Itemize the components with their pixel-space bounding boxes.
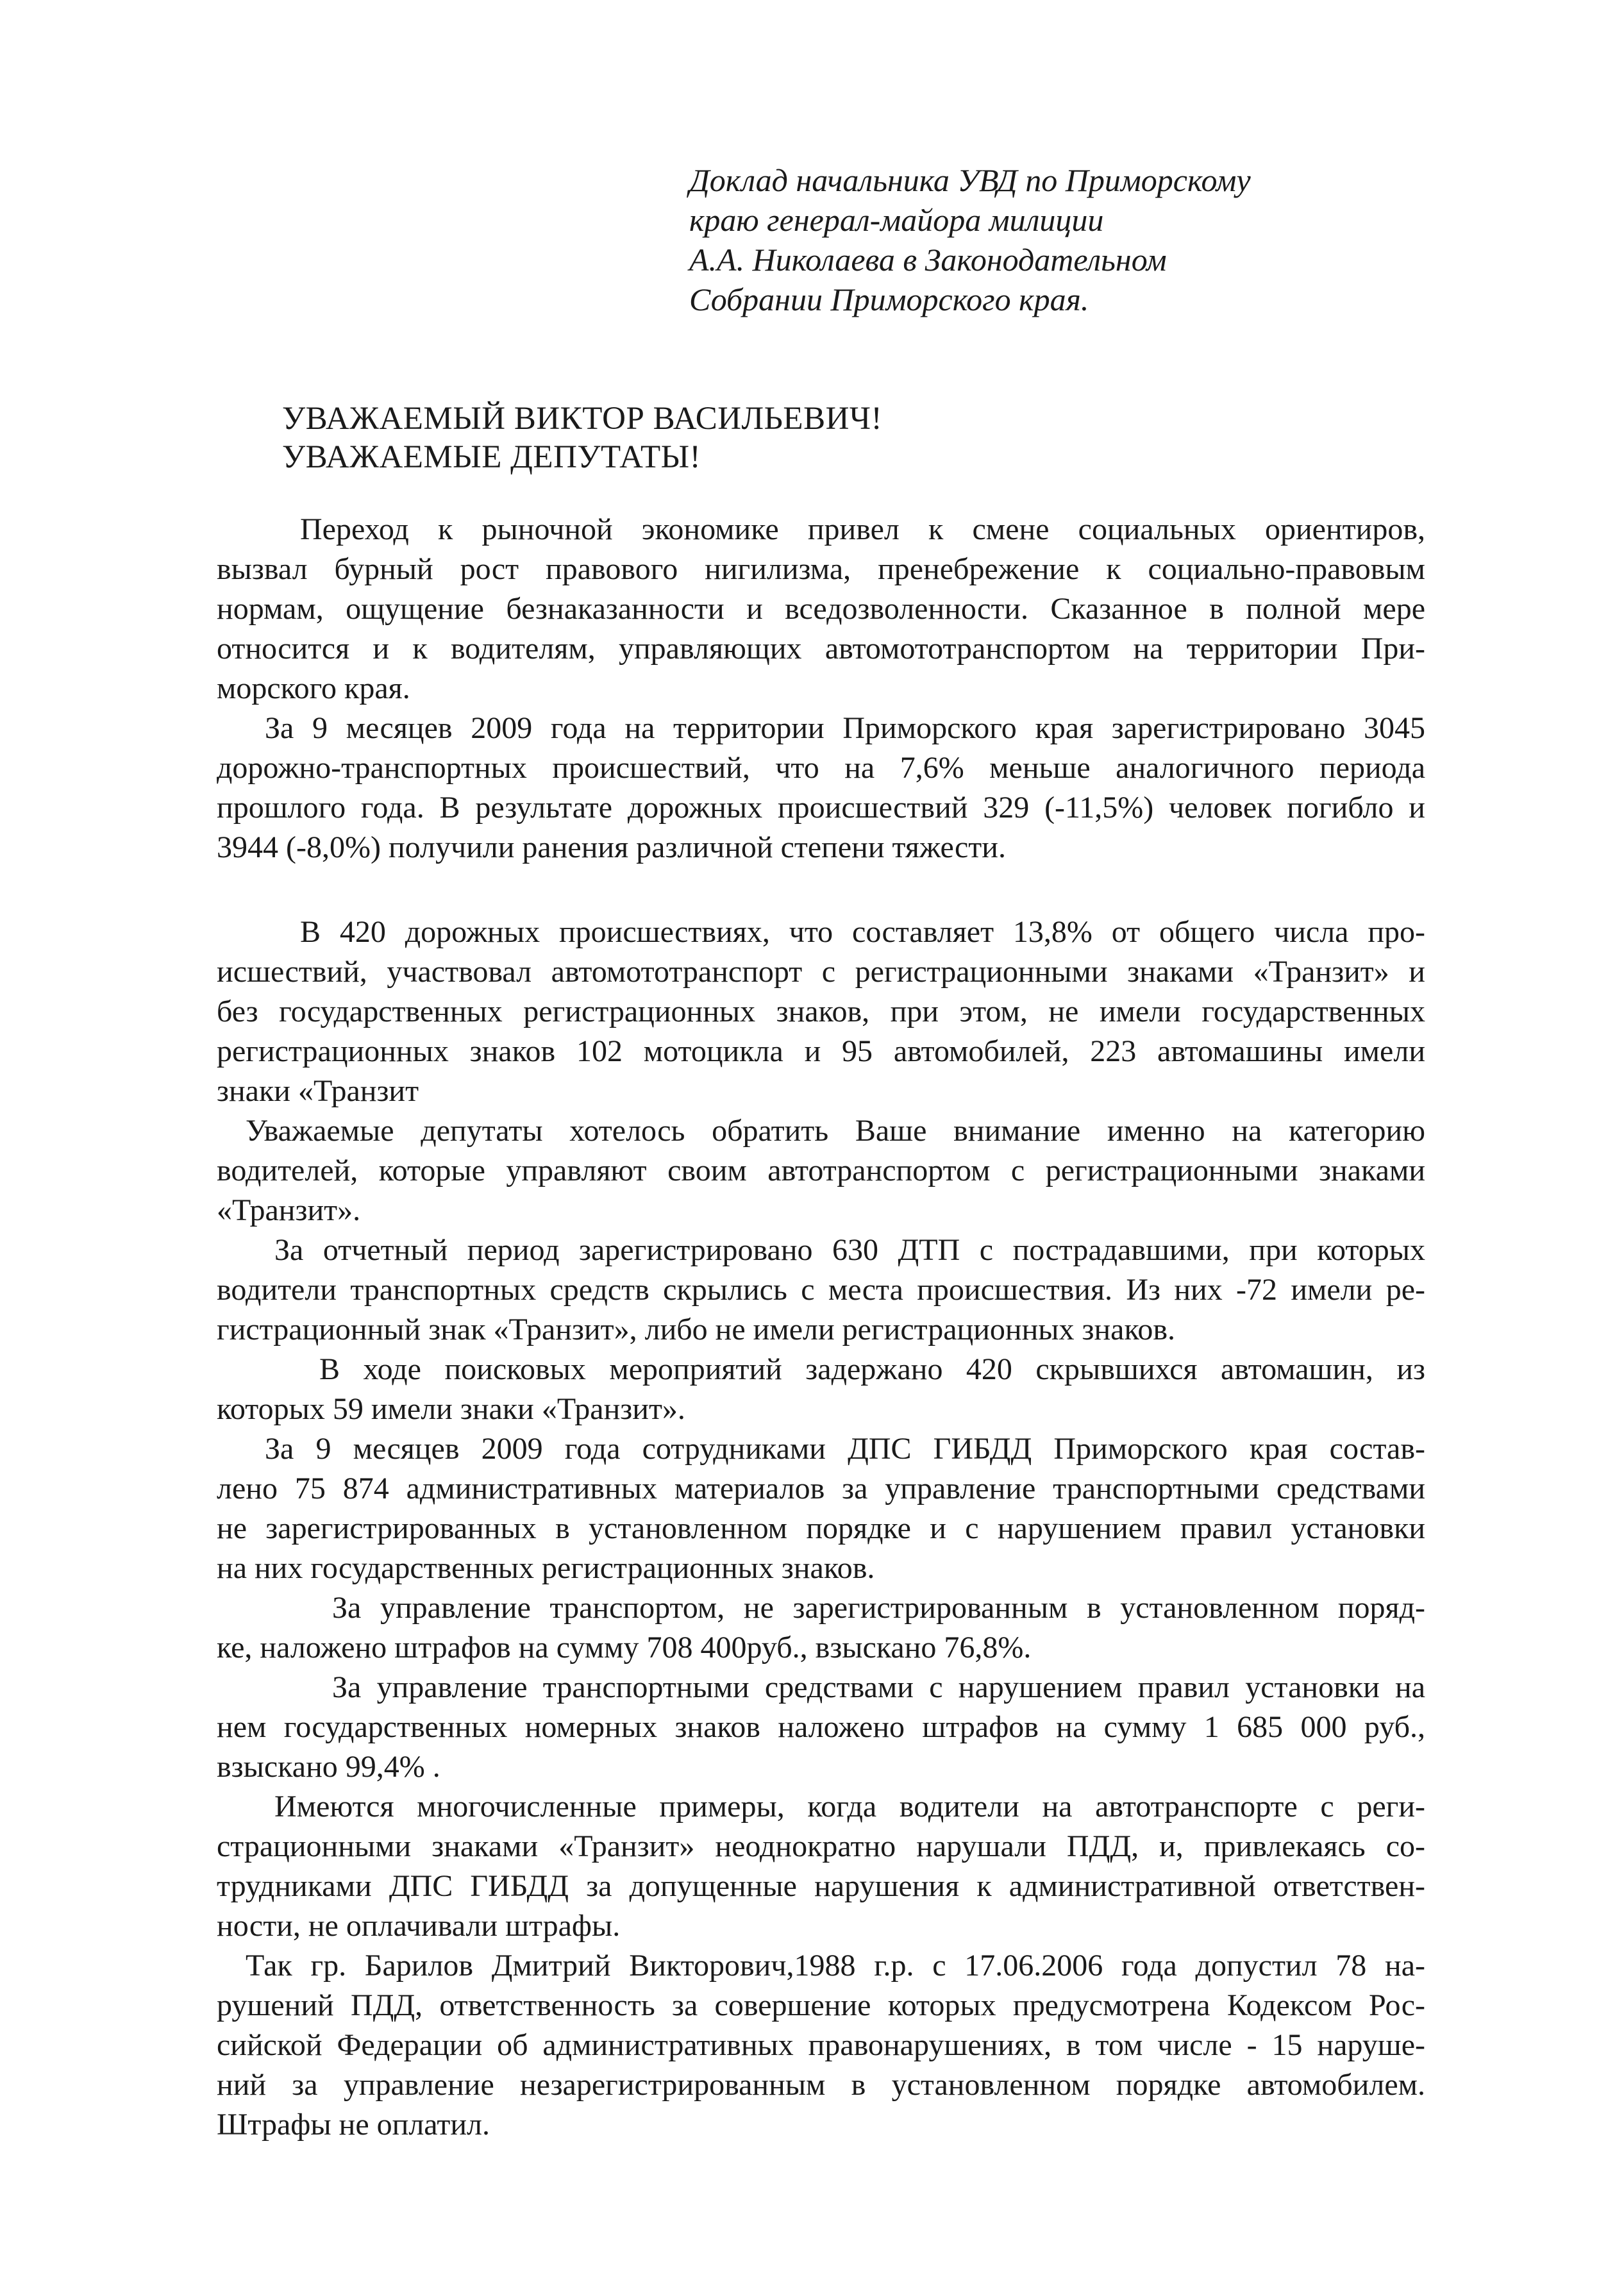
text-line: лено 75 874 административных материалов за управление транспортными средствами [217, 1472, 1425, 1506]
salutation-line: УВАЖАЕМЫЕ ДЕПУТАТЫ! [282, 439, 701, 475]
salutation-line: УВАЖАЕМЫЙ ВИКТОР ВАСИЛЬЕВИЧ! [282, 401, 883, 437]
text-line: За 9 месяцев 2009 года сотрудниками ДПС ГИБДД Приморского края состав- [265, 1432, 1425, 1466]
text-line: исшествий, участвовал автомототранспорт с регистрационными знаками «Транзит» и [217, 955, 1425, 989]
text-line: водителей, которые управляют своим автотранспортом с регистрационными знаками [217, 1153, 1425, 1187]
text-line: водители транспортных средств скрылись с места происшествия. Из них -72 имели ре- [217, 1273, 1425, 1307]
text-line: которых 59 имели знаки «Транзит». [217, 1392, 685, 1426]
text-line: Переход к рыночной экономике привел к смене социальных ориентиров, [300, 512, 1425, 546]
text-line: 3944 (-8,0%) получили ранения различной степени тяжести. [217, 830, 1006, 864]
text-line: прошлого года. В результате дорожных происшествий 329 (-11,5%) человек погибло и [217, 791, 1425, 825]
text-line: относится и к водителям, управляющих автомототранспортом на территории При- [217, 632, 1425, 666]
text-line: знаки «Транзит [217, 1074, 419, 1108]
text-line: За 9 месяцев 2009 года на территории Приморского края зарегистрировано 3045 [265, 711, 1425, 745]
report-title-line: Собрании Приморского края. [689, 281, 1089, 317]
text-line: Так гр. Барилов Дмитрий Викторович,1988 г.р. с 17.06.2006 года допустил 78 на- [246, 1949, 1425, 1983]
report-title-line: краю генерал-майора милиции [689, 202, 1104, 238]
paragraph-market-transition [217, 510, 1425, 709]
text-line: За управление транспортом, не зарегистрированным в установленном поряд- [332, 1591, 1425, 1625]
text-line: страционными знаками «Транзит» неоднократно нарушали ПДД, и, привлекаясь со- [217, 1829, 1425, 1863]
text-line: морского края. [217, 671, 410, 705]
text-line: не зарегистрированных в установленном порядке и с нарушением правил установки [217, 1511, 1425, 1545]
text-line: ний за управление незарегистрированным в установленном порядке автомобилем. [217, 2068, 1425, 2102]
text-line: ке, наложено штрафов на сумму 708 400руб., взыскано 76,8%. [217, 1631, 1032, 1665]
paragraph-repeat-violators [217, 1787, 1425, 1946]
paragraph-search-operations [217, 1350, 1425, 1429]
text-line: Имеются многочисленные примеры, когда водители на автотранспорте с реги- [274, 1790, 1425, 1824]
paragraph-administrative-materials [217, 1429, 1425, 1588]
text-line: Уважаемые депутаты хотелось обратить Ваше внимание именно на категорию [246, 1114, 1425, 1148]
text-line: вызвал бурный рост правового нигилизма, пренебрежение к социально-правовым [217, 552, 1425, 586]
report-title-line: Доклад начальника УВД по Приморскому [689, 162, 1251, 198]
text-line: взыскано 99,4% . [217, 1750, 440, 1784]
paragraph-deputies-attention [217, 1111, 1425, 1230]
text-line: ности, не оплачивали штрафы. [217, 1909, 621, 1943]
text-line: без государственных регистрационных знаков, при этом, не имели государственных [217, 994, 1425, 1028]
text-line: дорожно-транспортных происшествий, что на 7,6% меньше аналогичного периода [217, 751, 1425, 785]
paragraph-hit-and-run [217, 1230, 1425, 1350]
text-line: Штрафы не оплатил. [217, 2108, 490, 2142]
paragraph-unregistered-fines [217, 1588, 1425, 1668]
report-title-block [689, 160, 1420, 319]
text-line: сийской Федерации об административных правонарушениях, в том числе - 15 наруше- [217, 2028, 1425, 2062]
report-title-line: А.А. Николаева в Законодательном [689, 242, 1167, 278]
text-line: рушений ПДД, ответственность за совершение которых предусмотрена Кодексом Рос- [217, 1988, 1425, 2022]
text-line: на них государственных регистрационных знаков. [217, 1551, 875, 1585]
salutation [282, 399, 1425, 476]
text-line: нормам, ощущение безнаказанности и вседозволенности. Сказанное в полной мере [217, 592, 1425, 626]
text-line: нем государственных номерных знаков наложено штрафов на сумму 1 685 000 руб., [217, 1710, 1425, 1744]
text-line: «Транзит». [217, 1193, 361, 1227]
paragraph-accident-statistics [217, 709, 1425, 868]
text-line: трудниками ДПС ГИБДД за допущенные нарушения к административной ответствен- [217, 1869, 1425, 1903]
text-line: За отчетный период зарегистрировано 630 ДТП с пострадавшими, при которых [274, 1233, 1425, 1267]
paragraph-transit-plates [217, 912, 1425, 1111]
paragraph-plate-violation-fines [217, 1668, 1425, 1787]
text-line: В 420 дорожных происшествиях, что составляет 13,8% от общего числа про- [300, 915, 1425, 949]
paragraph-example-case [217, 1946, 1425, 2145]
text-line: За управление транспортными средствами с нарушением правил установки на [332, 1670, 1425, 1704]
text-line: гистрационный знак «Транзит», либо не имели регистрационных знаков. [217, 1313, 1176, 1346]
text-line: В ходе поисковых мероприятий задержано 420 скрывшихся автомашин, из [319, 1352, 1425, 1386]
text-line: регистрационных знаков 102 мотоцикла и 95 автомобилей, 223 автомашины имели [217, 1034, 1425, 1068]
